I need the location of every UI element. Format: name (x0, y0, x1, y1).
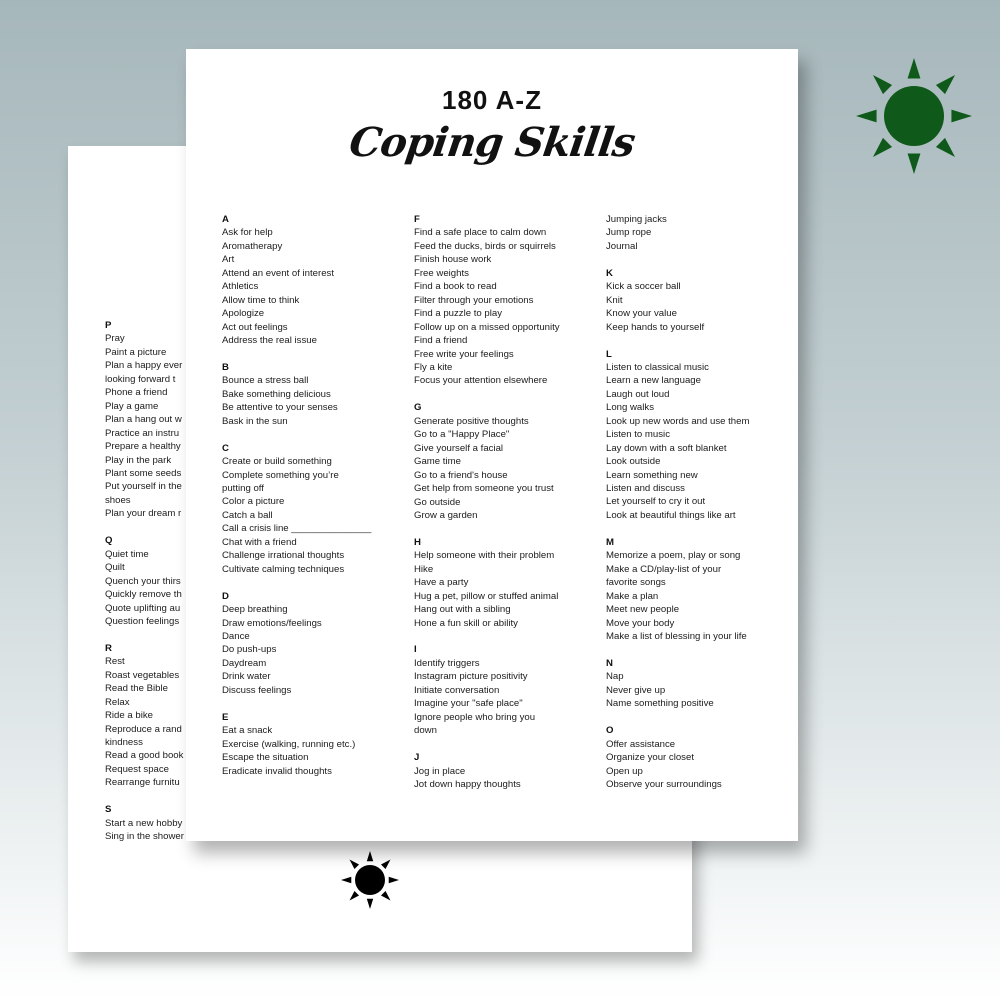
skill-item: Chat with a friend (222, 536, 297, 548)
sun-ray (936, 138, 955, 157)
skill-item: Bounce a stress ball (222, 375, 309, 387)
skill-item: Athletics (222, 281, 259, 293)
skill-item: Free weights (414, 267, 469, 279)
skill-item: Roast vegetables (105, 669, 180, 681)
skill-item: Generate positive thoughts (414, 415, 529, 427)
skill-item: Jumping jacks (606, 214, 667, 225)
skill-item: Look outside (606, 456, 661, 468)
sun-ray (873, 138, 892, 157)
skill-item: Open up (606, 765, 643, 777)
skill-item: Play in the park (105, 454, 172, 466)
skill-item: Filter through your emotions (414, 294, 534, 306)
skill-item: Prepare a healthy (105, 441, 181, 453)
skill-item: Make a plan (606, 590, 659, 602)
skill-item: Lay down with a soft blanket (606, 442, 727, 454)
skill-item: Ignore people who bring you (414, 711, 536, 723)
skill-item: Imagine your "safe place" (414, 698, 523, 710)
section-letter: F (414, 214, 420, 225)
skills-column-2 (414, 213, 584, 805)
letter-group (414, 536, 584, 630)
skill-item: Hug a pet, pillow or stuffed animal (414, 590, 559, 602)
skill-item: Make a list of blessing in your life (606, 631, 747, 642)
skill-item: Jog in place (414, 765, 466, 777)
section-letter: L (606, 348, 612, 360)
skill-item: Focus your attention elsewhere (414, 375, 548, 387)
sun-ray (349, 859, 359, 869)
skill-item: Address the real issue (222, 335, 317, 347)
skill-item: Listen to music (606, 429, 670, 441)
skill-item: Go outside (414, 496, 461, 508)
skill-item: Apologize (222, 308, 265, 320)
skill-item: Listen and discuss (606, 483, 685, 495)
skill-item: Look at beautiful things like art (606, 509, 736, 521)
skill-item: Find a safe place to calm down (414, 227, 547, 239)
section-letter: H (414, 536, 421, 548)
skill-item: Bake something delicious (222, 388, 331, 400)
skill-item: Listen to classical music (606, 361, 709, 373)
skill-item: Plan a happy ever (105, 360, 183, 372)
skill-item: Aromatherapy (222, 240, 283, 252)
letter-group (222, 711, 382, 778)
letter-group (606, 213, 781, 253)
letter-group (222, 442, 382, 577)
sun-ray (349, 891, 359, 901)
skill-item: Journal (606, 240, 638, 252)
skill-item: Quickly remove th (105, 589, 182, 601)
letter-group (222, 213, 382, 348)
skill-item: Daydream (222, 657, 267, 669)
skill-item: Paint a picture (105, 346, 167, 358)
skill-item: Be attentive to your senses (222, 402, 338, 414)
section-letter: M (606, 536, 614, 548)
skill-item: Do push-ups (222, 644, 277, 656)
sun-icon (340, 850, 400, 910)
skill-item: Have a party (414, 577, 469, 589)
skill-item: Practice an instru (105, 427, 180, 439)
skill-item: looking forward t (105, 373, 176, 385)
skill-item: Find a friend (414, 335, 468, 347)
skill-item: Let yourself to cry it out (606, 496, 706, 508)
skill-item: Identify triggers (414, 657, 480, 669)
letter-group (606, 724, 781, 791)
skill-item: Allow time to think (222, 294, 300, 306)
sun-ray (873, 75, 892, 94)
skill-item: shoes (105, 494, 131, 506)
skill-item: Nap (606, 671, 624, 683)
sun-ray (856, 110, 877, 123)
skill-item: down (414, 725, 437, 737)
skill-item: Long walks (606, 402, 654, 414)
section-letter: C (222, 442, 229, 454)
sun-ray (951, 110, 972, 123)
section-letter: G (414, 402, 422, 414)
skill-item: Know your value (606, 308, 677, 320)
skill-item: Hone a fun skill or ability (414, 617, 518, 629)
skill-item: Jot down happy thoughts (414, 778, 521, 790)
skill-item: Meet new people (606, 604, 680, 616)
skill-item: Create or build something (222, 456, 332, 468)
skill-item: Put yourself in the (105, 481, 182, 493)
skill-item: Art (222, 254, 235, 266)
skill-item: Read the Bible (105, 683, 168, 695)
skill-item: Help someone with their problem (414, 550, 555, 562)
skill-item: Relax (105, 696, 130, 708)
section-letter: N (606, 657, 613, 669)
skill-item: Plan your dream r (105, 508, 182, 520)
page-title-script: Coping Skills (346, 119, 638, 166)
skill-item: Challenge irrational thoughts (222, 550, 345, 562)
skill-item: Give yourself a facial (414, 442, 504, 454)
skill-item: Exercise (walking, running etc.) (222, 738, 356, 750)
skill-item: Find a book to read (414, 281, 497, 293)
skill-item: Organize your closet (606, 752, 694, 764)
skill-item: Initiate conversation (414, 684, 500, 696)
skill-item: Reproduce a rand (105, 723, 182, 735)
skill-item: Move your body (606, 617, 675, 629)
skill-item: Kick a soccer ball (606, 281, 681, 293)
skill-item: Memorize a poem, play or song (606, 550, 741, 562)
section-letter: D (222, 590, 229, 602)
skill-item: Pray (105, 333, 125, 345)
skill-item: Draw emotions/feelings (222, 617, 322, 629)
skill-item: Eradicate invalid thoughts (222, 765, 332, 777)
skill-item: Ask for help (222, 227, 273, 239)
section-letter: Q (105, 535, 113, 547)
sun-disc (355, 865, 385, 895)
skill-item: Complete something you’re (222, 469, 339, 481)
letter-group (414, 213, 584, 388)
skill-item: Jump rope (606, 227, 652, 239)
section-letter: I (414, 644, 417, 656)
skill-item: Start a new hobby (105, 817, 183, 829)
skill-item: Ride a bike (105, 710, 153, 722)
skill-item: Rest (105, 656, 125, 668)
skill-item: Find a puzzle to play (414, 308, 502, 320)
skill-item: Phone a friend (105, 387, 168, 399)
letter-group (414, 401, 584, 522)
skill-item: Finish house work (414, 254, 492, 266)
skill-item: Follow up on a missed opportunity (414, 321, 560, 333)
skill-item: Rearrange furnitu (105, 777, 180, 789)
section-letter: S (105, 804, 112, 816)
skill-item: Play a game (105, 400, 159, 412)
skill-item: Go to a friend's house (414, 469, 508, 481)
sun-ray (367, 851, 373, 861)
skill-item: Keep hands to yourself (606, 321, 705, 333)
skill-item: Escape the situation (222, 752, 309, 764)
sun-ray (908, 153, 921, 174)
skill-item: Dance (222, 631, 250, 642)
sun-ray (936, 75, 955, 94)
skill-item: Deep breathing (222, 604, 288, 616)
sun-ray (341, 877, 351, 883)
skill-item: Grow a garden (414, 509, 478, 521)
skill-item: Catch a ball (222, 509, 273, 521)
skill-item: Make a CD/play-list of your (606, 563, 722, 575)
section-letter: P (105, 320, 112, 331)
skill-item: Hike (414, 563, 434, 575)
letter-group (222, 590, 382, 698)
section-letter: J (414, 752, 420, 764)
skill-item: Name something positive (606, 698, 714, 710)
letter-group (222, 361, 382, 428)
skill-item: Read a good book (105, 750, 184, 762)
skill-item: Request space (105, 763, 169, 775)
section-letter: E (222, 711, 229, 723)
skill-item: Color a picture (222, 496, 285, 508)
letter-group (606, 657, 781, 711)
skill-item: Drink water (222, 671, 271, 683)
skill-item: Get help from someone you trust (414, 483, 554, 495)
section-letter: A (222, 214, 229, 225)
skill-item: Offer assistance (606, 738, 676, 750)
skill-item: Plan a hang out w (105, 414, 182, 426)
section-letter: O (606, 725, 614, 737)
skill-item: Knit (606, 294, 623, 306)
skill-item: Act out feelings (222, 321, 288, 333)
section-letter: B (222, 361, 229, 373)
skills-column-1 (222, 213, 382, 791)
skills-column-3 (606, 213, 781, 805)
skill-item: putting off (222, 483, 264, 495)
skill-item: Go to a "Happy Place" (414, 429, 510, 441)
skill-item: Quilt (105, 562, 125, 574)
skill-item: Call a crisis line _______________ (222, 523, 372, 535)
skill-item: Game time (414, 456, 461, 468)
skill-item: Quench your thirs (105, 575, 181, 587)
skill-item: Quiet time (105, 548, 149, 560)
skill-item: Instagram picture positivity (414, 671, 528, 683)
section-letter: R (105, 642, 112, 654)
sun-ray (381, 859, 391, 869)
sun-ray (381, 891, 391, 901)
front-page (186, 49, 798, 841)
skill-item: Fly a kite (414, 361, 453, 373)
skill-item: Sing in the shower (105, 831, 184, 843)
letter-group (606, 536, 781, 644)
letter-group (606, 267, 781, 334)
letter-group (414, 643, 584, 737)
skill-item: Attend an event of interest (222, 267, 335, 279)
skill-item: kindness (105, 737, 143, 749)
skill-item: Look up new words and use them (606, 415, 750, 427)
page-title-number: 180 A-Z (442, 85, 542, 115)
skill-item: Learn something new (606, 469, 698, 481)
skill-item: Learn a new language (606, 375, 701, 387)
skill-item: Free write your feelings (414, 348, 514, 360)
skill-item: Laugh out loud (606, 388, 670, 400)
skill-item: Never give up (606, 684, 666, 696)
skill-item: Discuss feelings (222, 684, 292, 696)
letter-group (414, 751, 584, 791)
skill-item: favorite songs (606, 577, 666, 589)
letter-group (606, 348, 781, 523)
skill-item: Quote uplifting au (105, 602, 181, 614)
skill-item: Feed the ducks, birds or squirrels (414, 240, 556, 252)
section-letter: K (606, 267, 613, 279)
skill-item: Eat a snack (222, 725, 273, 737)
skill-item: Cultivate calming techniques (222, 563, 345, 575)
sun-ray (389, 877, 399, 883)
sun-ray (367, 899, 373, 909)
skill-item: Question feelings (105, 615, 180, 627)
skill-item: Hang out with a sibling (414, 604, 511, 616)
sun-disc (884, 86, 944, 146)
skill-item: Plant some seeds (105, 467, 182, 479)
sun-ray (908, 58, 921, 79)
sun-icon (854, 56, 974, 176)
skill-item: Bask in the sun (222, 415, 288, 427)
skill-item: Observe your surroundings (606, 778, 722, 790)
